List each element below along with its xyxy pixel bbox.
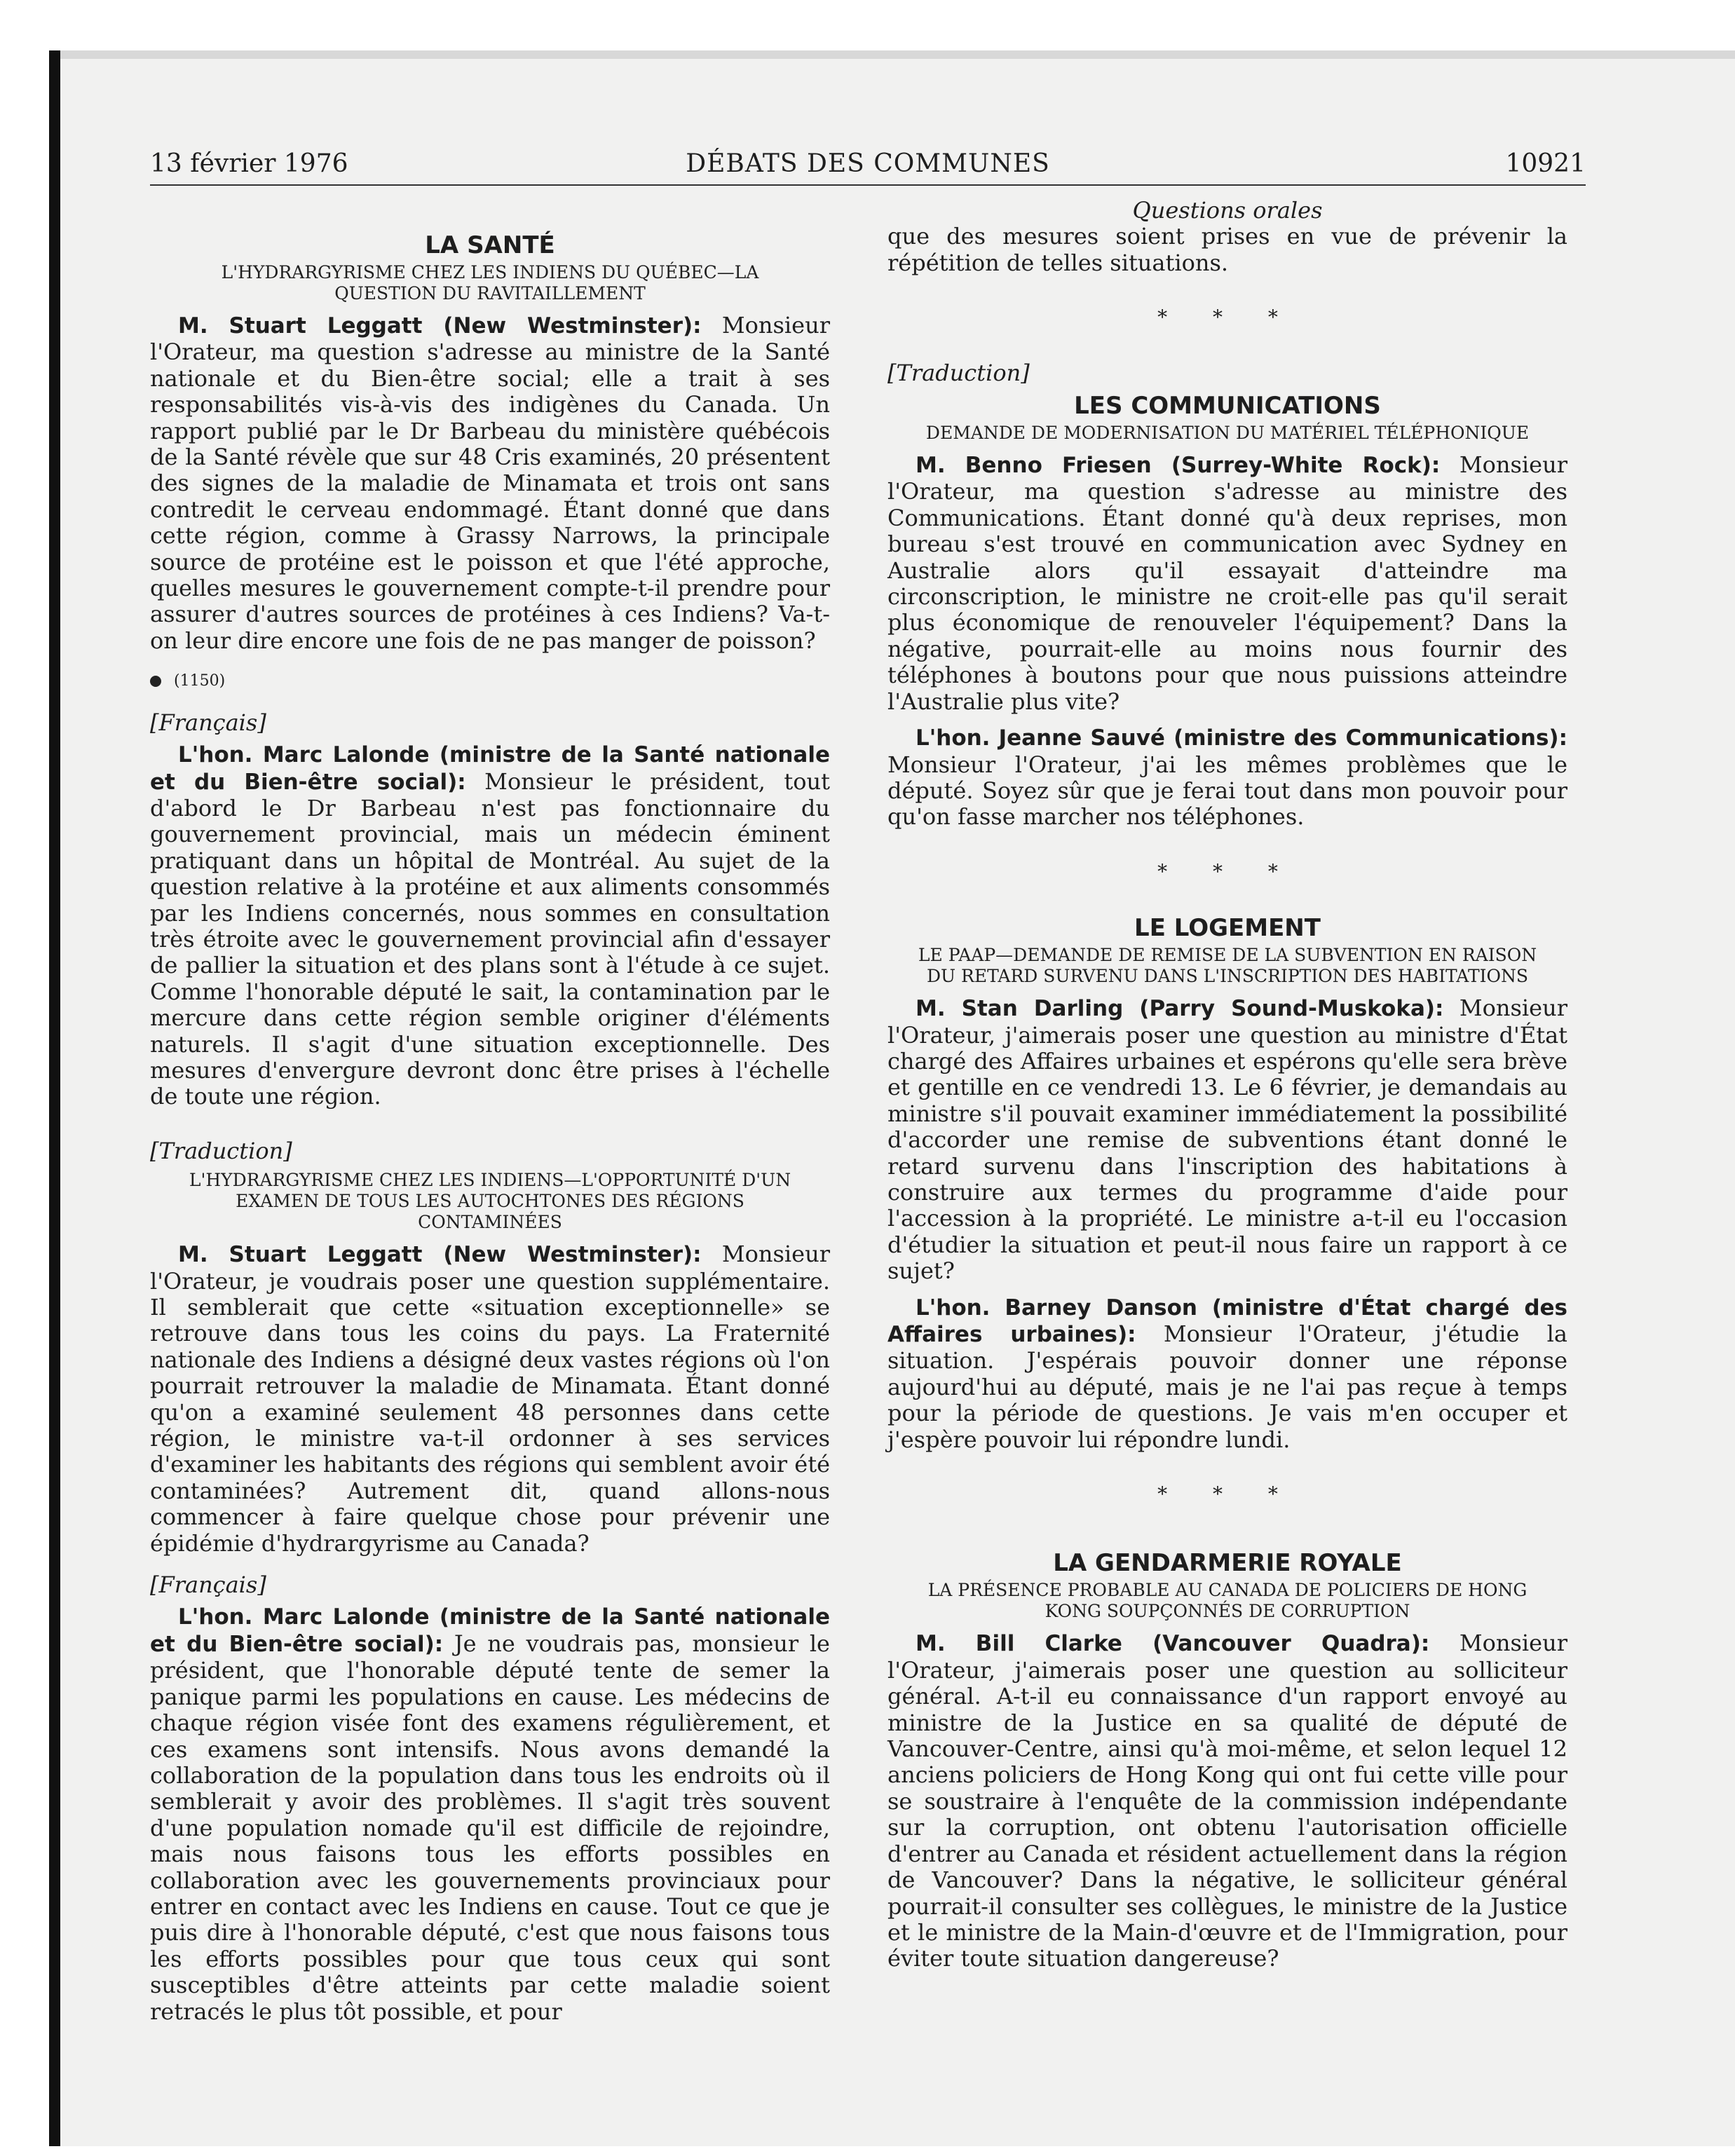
continued-text: que des mesures soient prises en vue de prévenir la répétition de telles situations. bbox=[887, 223, 1567, 276]
speech-lalonde-2 bbox=[150, 1604, 830, 2025]
section-subtitle-telephone: DEMANDE DE MODERNISATION DU MATÉRIEL TÉLÉPHONIQUE bbox=[925, 423, 1530, 444]
section-separator: * * * bbox=[1157, 859, 1298, 883]
speaker-name: M. Benno Friesen (Surrey-White Rock): bbox=[916, 453, 1441, 479]
section-title-gendarmerie: LA GENDARMERIE ROYALE bbox=[1053, 1549, 1402, 1578]
right-column bbox=[887, 197, 1568, 1972]
running-head: Questions orales bbox=[1132, 197, 1323, 224]
time-stamp: (1150) bbox=[174, 672, 226, 690]
language-tag: [Français] bbox=[150, 1571, 266, 1599]
section-subtitle-hong-kong: LA PRÉSENCE PROBABLE AU CANADA DE POLICIERS DE HONG KONG SOUPÇONNÉS DE CORRUPTION bbox=[927, 1580, 1528, 1622]
speaker-name: M. Bill Clarke (Vancouver Quadra): bbox=[916, 1631, 1430, 1657]
speech-leggatt-2 bbox=[150, 1241, 830, 1557]
speech-darling bbox=[887, 995, 1567, 1284]
scan-left-edge bbox=[49, 50, 60, 2146]
scan-top-edge bbox=[49, 50, 1735, 59]
header-title: DÉBATS DES COMMUNES bbox=[686, 149, 1050, 178]
header-date: 13 février 1976 bbox=[150, 149, 348, 178]
section-subtitle-paap: LE PAAP—DEMANDE DE REMISE DE LA SUBVENTION EN RAISON DU RETARD SURVENU DANS L'INSCRIPTION DES HABITATIONS bbox=[918, 945, 1537, 987]
speech-text: Monsieur l'Orateur, ma question s'adresse au ministre de la Santé nationale et du Bien-être social; elle a trait à ses responsabilités vis-à-vis des indigènes du Canada. Un rapport publié par le Dr Barbeau du ministère québécois de la Santé révèle que sur 48 Cris examinés, 20 présentent des signes de la maladie de Minamata et trois ont sans contredit le cerveau endommagé. Étant donné que dans cette région, comme à Grassy Narrows, la principale source de protéine est le poisson et que l'été approche, quelles mesures le gouvernement compte-t-il prendre pour assurer d'autres sources de protéines à ces Indiens? Va-t-on leur dire encore une fois de ne pas manger de poisson? bbox=[150, 312, 830, 654]
section-title-logement: LE LOGEMENT bbox=[1134, 914, 1321, 943]
speaker-name: L'hon. Marc Lalonde (ministre de la Santé nationale et du Bien-être social): bbox=[150, 1604, 830, 1657]
left-column bbox=[150, 200, 830, 2025]
bullet-dot-icon bbox=[150, 676, 161, 687]
speech-text: Monsieur l'Orateur, j'ai les mêmes problèmes que le député. Soyez sûr que je ferai tout dans mon pouvoir pour qu'on fasse marcher nos téléphones. bbox=[887, 751, 1567, 831]
language-tag: [Traduction] bbox=[150, 1137, 292, 1164]
speech-text: Monsieur l'Orateur, j'aimerais poser une question au ministre d'État chargé des Affaires urbaines et espérons qu'elle sera brève et gentille en ce vendredi 13. Le 6 février, je demandais au ministre s'il pouvait examiner immédiatement la possibilité d'accorder une remise de subventions étant donné le retard survenu dans l'inscription des habitations à construire aux termes du programme d'aide pour l'accession à la propriété. Le ministre a-t-il eu l'occasion d'étudier la situation et peut-il nous faire un rapport à ce sujet? bbox=[887, 995, 1567, 1285]
speech-danson bbox=[887, 1295, 1567, 1453]
speaker-name: M. Stan Darling (Parry Sound-Muskoka): bbox=[916, 996, 1444, 1022]
speech-text: Monsieur le président, tout d'abord le Dr Barbeau n'est pas fonctionnaire du gouvernement provincial, mais un médecin éminent pratiquant dans un hôpital de Montréal. Au sujet de la question relative à la protéine et aux aliments consommés par les Indiens concernés, nous sommes en consultation très étroite avec le gouvernement provincial afin d'essayer de pallier la situation et des plans sont à l'étude à ce sujet. Comme l'honorable député le sait, la contamination par le mercure dans cette région semble originer d'éléments naturels. Il s'agit d'une situation exceptionnelle. Des mesures d'envergure devront donc être prises à l'échelle de toute une région. bbox=[150, 767, 831, 1110]
speech-text: Monsieur l'Orateur, je voudrais poser une question supplémentaire. Il semblerait que cette «situation exceptionnelle» se retrouve dans tous les coins du pays. La Fraternité nationale des Indiens a désigné deux vastes régions où l'on pourrait retrouver la maladie de Minamata. Étant donné qu'on a examiné seulement 48 personnes dans cette région, le ministre va-t-il ordonner à ses services d'examiner les habitants des régions qui semblent avoir été contaminées? Autrement dit, quand allons-nous commencer à faire quelque chose pour prévenir une épidémie d'hydrargyrisme au Canada? bbox=[150, 1241, 830, 1557]
time-marker bbox=[150, 668, 830, 694]
speaker-name: L'hon. Barney Danson (ministre d'État chargé des Affaires urbaines): bbox=[887, 1295, 1567, 1347]
speaker-name: L'hon. Marc Lalonde (ministre de la Santé nationale et du Bien-être social): bbox=[150, 742, 830, 795]
speaker-name: L'hon. Jeanne Sauvé (ministre des Communications): bbox=[916, 725, 1567, 751]
speech-sauve bbox=[887, 725, 1567, 831]
speaker-name: M. Stuart Leggatt (New Westminster): bbox=[178, 313, 702, 339]
section-separator: * * * bbox=[1157, 1482, 1298, 1506]
speech-text: Monsieur l'Orateur, ma question s'adresse au ministre des Communications. Étant donné qu'à deux reprises, mon bureau s'est trouvé en communication avec Sydney en Australie alors qu'il essayait d'atteindre ma circonscription, le ministre ne croit-elle pas qu'il serait plus économique de renouveler l'équipement? Dans la négative, pourrait-elle au moins nous fournir des téléphones à boutons pour que nous puissions atteindre l'Australie plus vite? bbox=[887, 451, 1568, 715]
speech-text: Monsieur l'Orateur, j'aimerais poser une question au solliciteur général. A-t-il eu connaissance d'un rapport envoyé au ministre de la Justice en sa qualité de député de Vancouver-Centre, ainsi qu'à moi-même, et selon lequel 12 anciens policiers de Hong Kong qui ont fui cette ville pour se soustraire à l'enquête de la commission indépendante sur la corruption, ont obtenu l'autorisation officielle d'entrer au Canada et résident actuellement dans la région de Vancouver? Dans la négative, le solliciteur général pourrait-il consulter ses collègues, le ministre de la Justice et le ministre de la Main-d'œuvre et de l'Immigration, pour éviter toute situation dangereuse? bbox=[887, 1630, 1568, 1972]
page-header bbox=[150, 149, 1586, 186]
section-subtitle-hydrargyrisme-examen: L'HYDRARGYRISME CHEZ LES INDIENS—L'OPPORTUNITÉ D'UN EXAMEN DE TOUS LES AUTOCHTONES DES RÉGIONS CONTAMINÉES bbox=[189, 1170, 791, 1233]
speaker-name: M. Stuart Leggatt (New Westminster): bbox=[178, 1242, 702, 1268]
speech-leggatt-1 bbox=[150, 313, 830, 654]
speech-text: Je ne voudrais pas, monsieur le président, que l'honorable député tente de semer la panique parmi les populations en cause. Les médecins de chaque région visée font des examens régulièrement, et ces examens sont intensifs. Nous avons demandé la collaboration de la population dans tous les endroits où il semblerait y avoir des problèmes. Il s'agit très souvent d'une population nomade qu'il est difficile de rejoindre, mais nous faisons tous les efforts possibles en collaboration avec les gouvernements provinciaux pour entrer en contact avec les Indiens en cause. Tout ce que je puis dire à l'honorable député, c'est que nous faisons tous les efforts possibles pour que tous ceux qui sont susceptibles d'être atteints par cette maladie soient retracés le plus tôt possible, et pour bbox=[150, 1630, 830, 2025]
section-title-communications: LES COMMUNICATIONS bbox=[1074, 392, 1381, 421]
language-tag: [Traduction] bbox=[887, 359, 1030, 386]
section-subtitle-hydrargyrisme-ravitaillement: L'HYDRARGYRISME CHEZ LES INDIENS DU QUÉBEC—LA QUESTION DU RAVITAILLEMENT bbox=[221, 262, 759, 303]
speech-clarke bbox=[887, 1630, 1567, 1972]
speech-lalonde-1 bbox=[150, 742, 830, 1110]
header-page-number: 10921 bbox=[1505, 149, 1586, 178]
section-title-sante: LA SANTÉ bbox=[425, 231, 555, 259]
speech-text: Monsieur l'Orateur, j'étudie la situation. J'espérais pouvoir donner une réponse aujourd'hui au député, mais je ne l'ai pas reçue à temps pour la période de questions. Je vais m'en occuper et j'espère pouvoir lui répondre lundi. bbox=[887, 1321, 1567, 1453]
speech-friesen bbox=[887, 452, 1567, 715]
language-tag: [Français] bbox=[150, 709, 266, 736]
section-separator: * * * bbox=[1157, 306, 1298, 329]
